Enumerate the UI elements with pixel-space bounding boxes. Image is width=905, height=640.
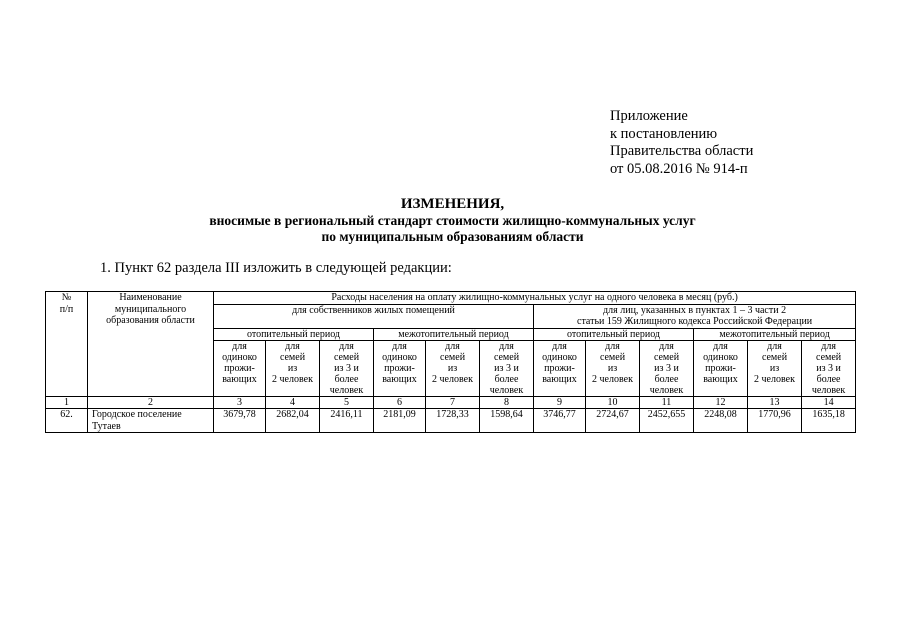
- subheader-text: из: [287, 363, 298, 374]
- header-text: образования области: [106, 315, 195, 326]
- subheader-text: 2 человек: [272, 374, 313, 385]
- value-cell: 2724,67: [586, 409, 640, 433]
- column-number: 13: [748, 397, 802, 409]
- subheader-text: 2 человек: [432, 374, 473, 385]
- header-text: муниципального: [114, 303, 187, 315]
- header-text: п/п: [59, 303, 74, 315]
- period-heating-header: отопительный период: [214, 328, 374, 341]
- header-text: для лиц, указанных в пунктах 1 – 3 части 2: [603, 304, 787, 316]
- appendix-block: [610, 108, 753, 178]
- subheader-sub-single: [694, 341, 748, 397]
- subheader-text: более: [816, 374, 841, 385]
- subheader-text: из: [447, 363, 458, 374]
- value-cell: 1598,64: [480, 409, 534, 433]
- value-cell: 1635,18: [802, 409, 856, 433]
- subheader-sub-three: [802, 341, 856, 397]
- subheader-text: человек: [649, 385, 684, 396]
- subheader-text: семей: [816, 352, 842, 363]
- appendix-line: Правительства области: [610, 143, 754, 159]
- value-cell: 3679,78: [214, 409, 266, 433]
- subheader-text: вающих: [222, 374, 257, 385]
- value-cell: 2416,11: [320, 409, 374, 433]
- subheader-sub-single: [374, 341, 426, 397]
- subheader-sub-two: [586, 341, 640, 397]
- column-number: 8: [480, 397, 534, 409]
- subheader-sub-three: [480, 341, 534, 397]
- subheader-sub-single: [214, 341, 266, 397]
- title-block: [0, 196, 905, 245]
- subheader-text: одиноко: [222, 352, 257, 363]
- subheader-text: из 3 и: [654, 363, 679, 374]
- column-number: 4: [266, 397, 320, 409]
- subheader-text: человек: [489, 385, 524, 396]
- subheader-text: для: [445, 341, 460, 352]
- intro-paragraph: 1. Пункт 62 раздела III изложить в следующей редакции:: [100, 260, 452, 276]
- row-number: 62.: [46, 409, 88, 433]
- subheader-text: из: [769, 363, 780, 374]
- header-text: статьи 159 Жилищного кодекса Российской Федерации: [577, 316, 813, 327]
- column-number: 3: [214, 397, 266, 409]
- column-number-row: [46, 397, 856, 409]
- column-number: 1: [46, 397, 88, 409]
- value-cell: 2682,04: [266, 409, 320, 433]
- column-number: 6: [374, 397, 426, 409]
- period-non-heating-header: межотопительный период: [374, 328, 534, 341]
- subheader-text: 2 человек: [592, 374, 633, 385]
- subheader-text: семей: [599, 352, 626, 363]
- subheader-text: вающих: [542, 374, 577, 385]
- group-persons-header: [534, 304, 856, 328]
- subheader-text: семей: [761, 352, 788, 363]
- column-number: 11: [640, 397, 694, 409]
- subheader-text: для: [232, 341, 247, 352]
- subheader-sub-three: [640, 341, 694, 397]
- subheader-text: 2 человек: [754, 374, 795, 385]
- column-number: 7: [426, 397, 480, 409]
- document-subtitle: по муниципальным образованиям области: [321, 229, 584, 244]
- value-cell: 1770,96: [748, 409, 802, 433]
- subheader-text: одиноко: [382, 352, 417, 363]
- subheader-text: человек: [329, 385, 364, 396]
- subheader-text: из 3 и: [334, 363, 359, 374]
- row-name: [88, 409, 214, 433]
- value-cell: 3746,77: [534, 409, 586, 433]
- row-name-text: Городское поселение: [92, 409, 182, 420]
- subheader-text: из 3 и: [816, 363, 841, 374]
- col-num-header: [46, 292, 88, 397]
- header-row-1: [46, 292, 856, 305]
- subheader-text: для: [767, 341, 782, 352]
- appendix-line: Приложение: [610, 108, 688, 124]
- subheader-sub-two: [426, 341, 480, 397]
- subheader-text: для: [499, 341, 514, 352]
- subheader-text: прожи-: [705, 363, 736, 374]
- expenses-table: [45, 291, 856, 433]
- document-subtitle: вносимые в региональный стандарт стоимости жилищно-коммунальных услуг: [209, 213, 696, 228]
- table-row: [46, 409, 856, 433]
- subheader-text: из 3 и: [494, 363, 519, 374]
- subheader-text: семей: [653, 352, 680, 363]
- column-number: 2: [88, 397, 214, 409]
- subheader-text: более: [654, 374, 679, 385]
- document-title: ИЗМЕНЕНИЯ,: [400, 196, 505, 212]
- col-name-header: [88, 292, 214, 397]
- appendix-line: к постановлению: [610, 125, 718, 142]
- subheader-text: для: [821, 341, 836, 352]
- subheader-text: одиноко: [703, 352, 738, 363]
- header-text: Наименование: [119, 292, 182, 303]
- column-number: 10: [586, 397, 640, 409]
- subheader-text: одиноко: [542, 352, 577, 363]
- subheader-text: семей: [279, 352, 306, 363]
- subheader-text: семей: [493, 352, 520, 363]
- row-name-text: Тутаев: [92, 420, 121, 432]
- subheader-text: для: [605, 341, 620, 352]
- subheader-text: семей: [333, 352, 360, 363]
- subheader-text: из: [607, 363, 618, 374]
- column-number: 12: [694, 397, 748, 409]
- expenses-header: Расходы населения на оплату жилищно-коммунальных услуг на одного человека в месяц (руб.): [214, 292, 856, 305]
- subheader-text: для: [713, 341, 728, 352]
- subheader-text: семей: [439, 352, 466, 363]
- subheader-text: прожи-: [384, 363, 415, 374]
- subheader-sub-two: [266, 341, 320, 397]
- value-cell: 2181,09: [374, 409, 426, 433]
- group-owners-header: для собственников жилых помещений: [214, 304, 534, 328]
- header-text: №: [61, 292, 72, 303]
- subheader-text: для: [552, 341, 567, 352]
- value-cell: 2248,08: [694, 409, 748, 433]
- period-heating-header: отопительный период: [534, 328, 694, 341]
- subheader-text: для: [392, 341, 407, 352]
- subheader-text: более: [334, 374, 359, 385]
- subheader-text: человек: [811, 385, 846, 396]
- subheader-text: для: [659, 341, 674, 352]
- subheader-text: прожи-: [224, 363, 255, 374]
- column-number: 5: [320, 397, 374, 409]
- subheader-sub-single: [534, 341, 586, 397]
- value-cell: 1728,33: [426, 409, 480, 433]
- appendix-line: от 05.08.2016 № 914-п: [610, 160, 748, 177]
- subheader-text: вающих: [703, 374, 738, 385]
- subheader-sub-two: [748, 341, 802, 397]
- value-cell: 2452,655: [640, 409, 694, 433]
- column-number: 9: [534, 397, 586, 409]
- subheader-text: прожи-: [544, 363, 575, 374]
- subheader-text: более: [494, 374, 519, 385]
- column-number: 14: [802, 397, 856, 409]
- subheader-text: для: [339, 341, 354, 352]
- subheader-text: для: [285, 341, 300, 352]
- period-non-heating-header: межотопительный период: [694, 328, 856, 341]
- subheader-text: вающих: [382, 374, 417, 385]
- subheader-sub-three: [320, 341, 374, 397]
